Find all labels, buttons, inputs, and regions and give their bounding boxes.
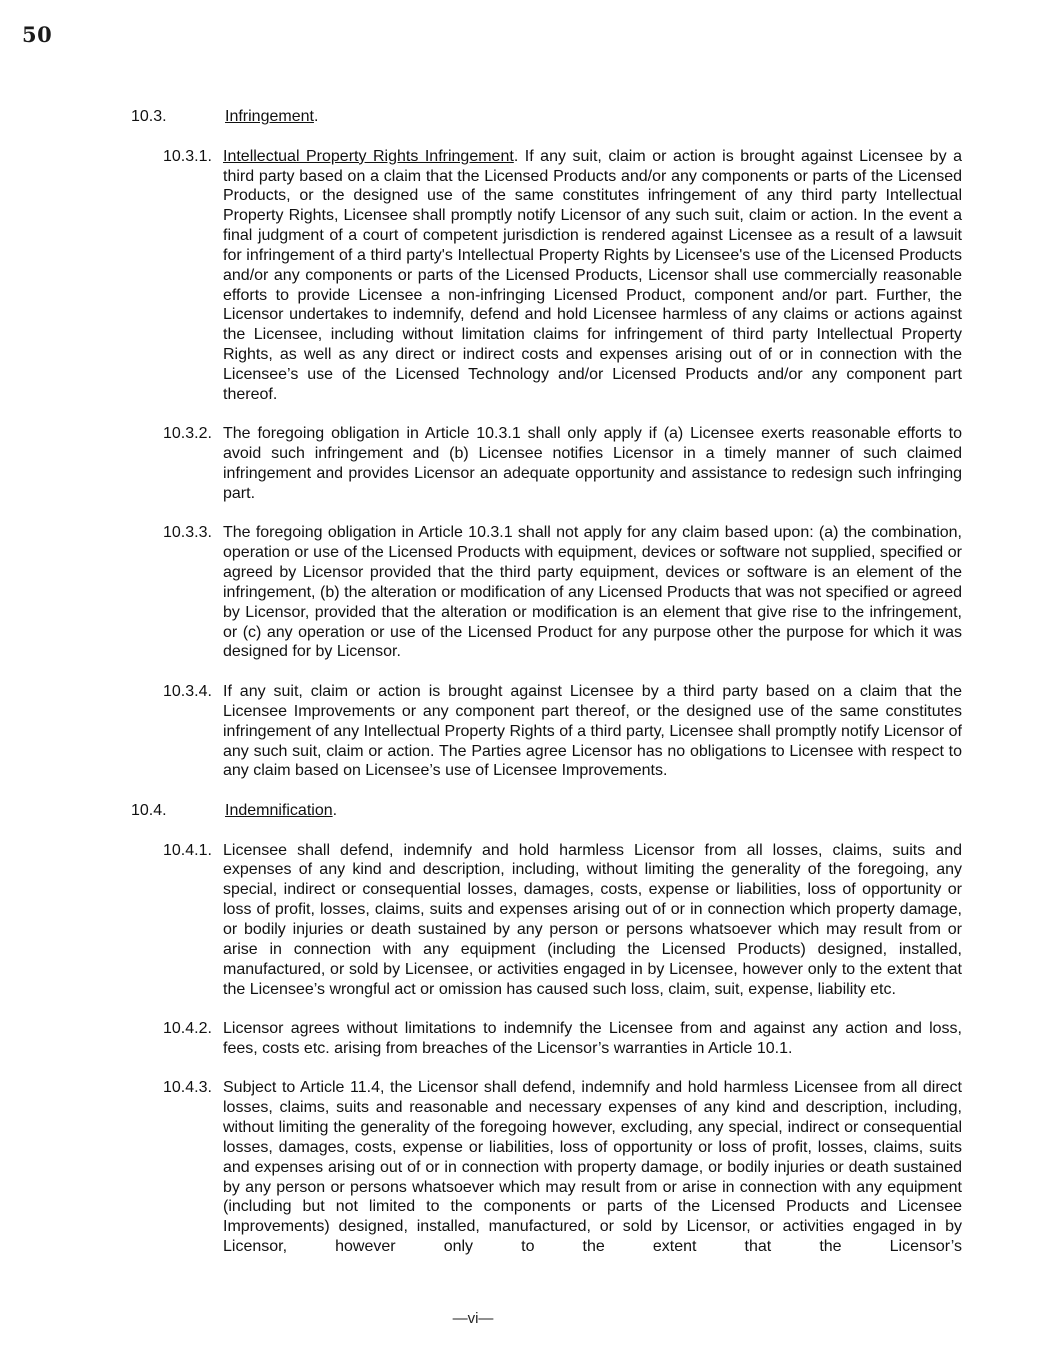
- clause-10-3-2: [163, 424, 962, 503]
- clause-10-3-3: [163, 523, 962, 662]
- clause-number: 10.4.3.: [163, 1079, 212, 1097]
- clause-text: If any suit, claim or action is brought against Licensee by a third party based on a claim that the Licensee Improvements or any component part thereof, or the designed use of the same constitutes infringement of any Intellectual Property Rights of a third party, Licensee shall promptly notify Licensor of any such suit, claim or action. The Parties agree Licensor has no obligations to Licensee with respect to any claim based on Licensee’s use of Licensee Improvements.: [223, 683, 962, 780]
- page-number: 50: [22, 22, 53, 47]
- clause-text: [223, 147, 962, 405]
- section-title-suffix: .: [332, 801, 338, 819]
- clause-number: 10.3.1.: [163, 147, 212, 165]
- clause-10-4-2: [163, 1019, 962, 1059]
- section-title-text: Infringement: [225, 108, 314, 125]
- clause-text: Licensee shall defend, indemnify and hold harmless Licensor from all losses, claims, suits and expenses of any kind and description, including, without limiting the generality of the foregoing, any special, indirect or consequential losses, damages, costs, expense or liabilities, loss of opportunity or loss of profit, losses, claims, suits and expenses arising out of or in connection which property damage, or bodily injuries or death sustained by any person or persons whatsoever which may result from or arise in connection with any equipment (including the Licensed Products) designed, installed, manufactured, or sold by Licensee, or activities engaged in by Licensee, however only to the extent that the Licensee’s wrongful act or omission has caused such loss, claim, suit, expense, liability etc.: [223, 841, 962, 998]
- clause-10-4-3: [163, 1078, 962, 1257]
- section-heading-10-4: [131, 801, 962, 821]
- clause-number: 10.3.4.: [163, 683, 212, 700]
- clause-number: 10.3.2.: [163, 425, 212, 443]
- clause-10-3-1: [163, 147, 962, 405]
- section-title: [225, 107, 318, 127]
- clause-text: The foregoing obligation in Article 10.3.1 shall only apply if (a) Licensee exerts reasonable efforts to avoid such infringement and (b) Licensee notifies Licensor in a timely manner of such claimed infringement and provides Licensor an adequate opportunity and assistance to redesign such infringing part.: [223, 425, 962, 502]
- section-number: 10.3.: [131, 108, 167, 125]
- section-number: 10.4.: [131, 801, 167, 819]
- clause-heading: Intellectual Property Rights Infringement: [223, 147, 514, 165]
- clause-text: Subject to Article 11.4, the Licensor shall defend, indemnify and hold harmless Licensee from all direct losses, claims, suits and reasonable and necessary expenses of any kind and description, including, without limiting the generality of the foregoing however, excluding, any special, indirect or consequential losses, damages, costs, expense or liabilities, loss of opportunity or loss of profit, losses, claims, suits and expenses arising out of or in connection with property damage, or bodily injuries or death sustained by any person or persons whatsoever which may result from or arise in connection with any equipment (including but not limited to the components or parts of the Licensed Products and Licensee Improvements) designed, installed, manufactured, or sold by Licensor, or activities engaged in by Licensor, however only to the extent that the Licensor’s: [223, 1079, 962, 1256]
- clause-10-3-4: [163, 682, 962, 781]
- clause-body: . If any suit, claim or action is brought against Licensee by a third party based on a claim that the Licensed Products and/or any components or parts of the Licensed Products, or the designed use of the same constitutes infringement of any third party Intellectual Property Rights, Licensee shall promptly notify Licensor of any such suit, claim or action. In the event a final judgment of a court of competent jurisdiction is rendered against Licensee as a result of a lawsuit for infringement of a third party's Intellectual Property Rights by Licensee's use of the Licensed Products and/or any components or parts of the Licensed Products, Licensor shall use commercially reasonable efforts to provide Licensee a non-infringing Licensed Product, component and/or part. Further, the Licensor undertakes to indemnify, defend and hold Licensee harmless of any claims or actions against the Licensee, including without limitation claims for infringement of third party Intellectual Property Rights, as well as any direct or indirect costs and expenses arising out of or in connection with the Licensee’s use of the Licensed Technology and/or Licensed Products and/or any component part thereof.: [223, 147, 962, 403]
- section-title: [225, 801, 337, 821]
- clause-text: The foregoing obligation in Article 10.3.1 shall not apply for any claim based upon: (a) the combination, operation or use of the Licensed Products with equipment, devices or software not supplied, specified or agreed by Licensor provided that the third party equipment, devices or software is an element of the infringement, (b) the alteration or modification of any Licensed Products that was not specified or agreed by Licensor, provided that the alteration or modification is an element that give rise to the infringement, or (c) any operation or use of the Licensed Product for any purpose other the purpose for which it was designed for by Licensor.: [223, 524, 962, 661]
- section-title-text: Indemnification: [225, 801, 333, 819]
- clause-number: 10.4.1.: [163, 841, 212, 859]
- clause-number: 10.4.2.: [163, 1020, 212, 1038]
- document-body: [131, 107, 962, 1277]
- clause-text: Licensor agrees without limitations to indemnify the Licensee from and against any action and loss, fees, costs etc. arising from breaches of the Licensor’s warranties in Article 10.1.: [223, 1020, 962, 1057]
- page-footer: —vi—: [452, 1310, 494, 1327]
- section-title-suffix: .: [313, 108, 319, 125]
- clause-number: 10.3.3.: [163, 524, 212, 542]
- section-heading-10-3: [131, 107, 962, 127]
- clause-10-4-1: [163, 841, 962, 1000]
